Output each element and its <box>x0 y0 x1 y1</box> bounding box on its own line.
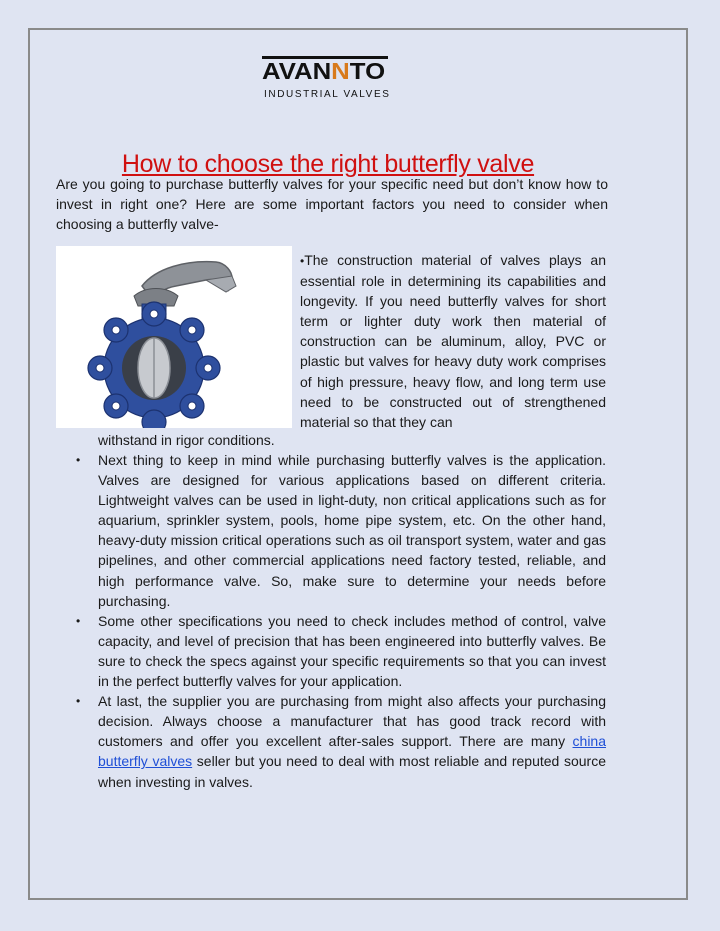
bullet-text: Next thing to keep in mind while purchasing butterfly valves is the application. Valves are designed for various applications based on different criteria. Lightweight valves can be used in light-duty, non critical applications such as for aquarium, sprinkler system, pools, home pipe system, etc. On the other hand, heavy-duty mission critical operations such as oil transport system, water and gas pipelines, and other commercial applications need factory tested, reliable, and high performance valve. So, make sure to determine your needs before purchasing. <box>98 452 606 609</box>
bullet-text-after-link: seller but you need to deal with most reliable and reputed source when investing in valves. <box>98 753 607 790</box>
bullet-icon: • <box>300 254 305 268</box>
bullet-icon: • <box>76 613 81 628</box>
bullet-icon: • <box>76 694 81 709</box>
butterfly-valve-image <box>56 246 292 428</box>
logo-subtitle: INDUSTRIAL VALVES <box>264 89 391 100</box>
bullet-item-application <box>76 450 606 611</box>
bullet-icon: • <box>76 453 81 467</box>
bullet-item-material <box>300 250 606 432</box>
bullet-item-supplier <box>76 691 607 791</box>
china-butterfly-valves-link[interactable]: china butterfly valves <box>98 733 606 770</box>
logo-wordmark: AVANNTO <box>262 58 386 84</box>
bullet-text: The construction material of valves plays an essential role in determining its capabilities and longevity. If you need butterfly valves for short term or lighter duty work then material of construction can be aluminum, alloy, PVC or plastic but valves for heavy duty work comprises of high pressure, heavy flow, and long term use need to be constructed out of strengthened material so that they can <box>300 252 606 430</box>
intro-paragraph: Are you going to purchase butterfly valves for your specific need but don’t know how to invest in right one? Here are some important factors you need to consider when choosing a butterfly valve- <box>56 176 608 233</box>
avannto-logo <box>262 56 398 104</box>
bullet-item-material-continued: withstand in rigor conditions. <box>98 432 275 448</box>
bullet-item-specifications <box>76 611 606 691</box>
bullet-text: Some other specifications you need to check includes method of control, valve capacity, and level of precision that has been engineered into butterfly valves. Be sure to check the specs against your specific requirements so that you can invest in the perfect butterfly valves for your application. <box>98 612 606 690</box>
butterfly-valve-icon <box>56 246 292 428</box>
page-title: How to choose the right butterfly valve <box>121 150 535 178</box>
bullet-text-before-link: At last, the supplier you are purchasing from might also affects your purchasing decision. Always choose a manufacturer that has good track record with customers and offer you excellent after-sales support. There are many <box>98 693 606 750</box>
